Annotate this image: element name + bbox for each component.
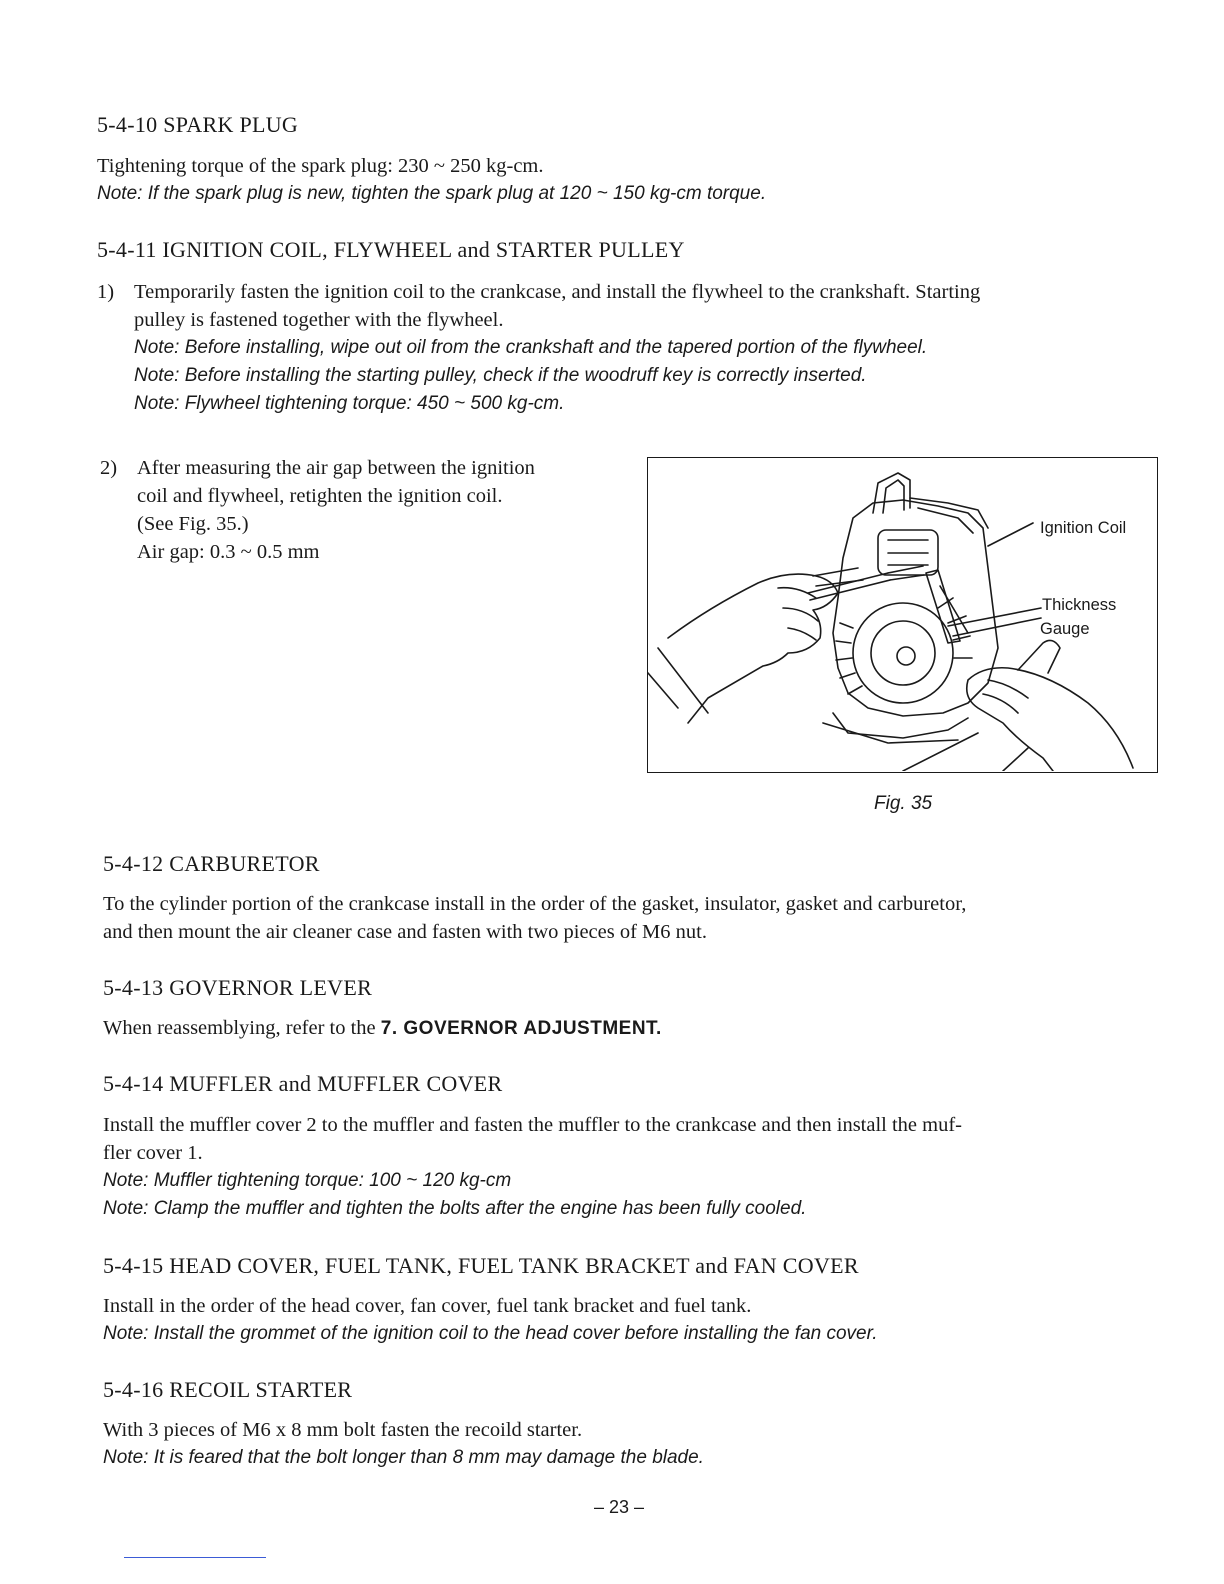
ignition-step-2-line-1: After measuring the air gap between the ignition	[137, 457, 535, 479]
head-cover-note: Note: Install the grommet of the ignition coil to the head cover before installing the fan cover.	[103, 1323, 878, 1344]
muffler-text	[103, 1111, 962, 1167]
muffler-note-torque: Note: Muffler tightening torque: 100 ~ 120 kg-cm	[103, 1170, 512, 1191]
callout-gauge: Gauge	[1040, 620, 1090, 638]
ignition-step-1-number: 1)	[97, 281, 115, 303]
muffler-note-clamp: Note: Clamp the muffler and tighten the bolts after the engine has been fully cooled.	[103, 1198, 807, 1219]
heading-governor-lever: 5-4-13 GOVERNOR LEVER	[103, 975, 373, 1000]
page-number: – 23 –	[594, 1497, 645, 1517]
governor-adjustment-reference: 7. GOVERNOR ADJUSTMENT.	[380, 1018, 662, 1039]
callout-thickness: Thickness	[1042, 596, 1117, 614]
ignition-note-flywheel-torque: Note: Flywheel tightening torque: 450 ~ 500 kg-cm.	[134, 393, 565, 414]
ignition-step-1-text	[134, 278, 980, 334]
ignition-step-2-line-4: Air gap: 0.3 ~ 0.5 mm	[137, 541, 320, 563]
ignition-step-1-line-1: Temporarily fasten the ignition coil to the crankcase, and install the flywheel to the crankshaft. Starting	[134, 281, 981, 303]
ignition-note-wipe-oil: Note: Before installing, wipe out oil from the crankshaft and the tapered portion of the flywheel.	[134, 337, 928, 358]
ignition-step-2-line-2: coil and flywheel, retighten the ignition coil.	[137, 485, 503, 507]
carburetor-text	[103, 890, 966, 946]
spark-plug-note: Note: If the spark plug is new, tighten the spark plug at 120 ~ 150 kg-cm torque.	[97, 183, 767, 204]
ignition-step-2-line-3: (See Fig. 35.)	[137, 513, 249, 535]
heading-head-cover: 5-4-15 HEAD COVER, FUEL TANK, FUEL TANK BRACKET and FAN COVER	[103, 1253, 859, 1278]
head-cover-text: Install in the order of the head cover, fan cover, fuel tank bracket and fuel tank.	[103, 1295, 752, 1317]
ignition-step-1-line-2: pulley is fastened together with the flywheel.	[134, 309, 504, 331]
heading-ignition-coil: 5-4-11 IGNITION COIL, FLYWHEEL and STARTER PULLEY	[97, 237, 685, 262]
callout-ignition-coil: Ignition Coil	[1040, 519, 1127, 537]
carburetor-line-1: To the cylinder portion of the crankcase install in the order of the gasket, insulator, gasket and carburetor,	[103, 893, 967, 915]
heading-carburetor: 5-4-12 CARBURETOR	[103, 851, 320, 876]
ignition-step-2-number: 2)	[100, 457, 118, 479]
muffler-line-1: Install the muffler cover 2 to the muffler and fasten the muffler to the crankcase and then install the muf-	[103, 1114, 962, 1136]
spark-plug-torque-text: Tightening torque of the spark plug: 230 ~ 250 kg-cm.	[97, 155, 544, 177]
heading-muffler: 5-4-14 MUFFLER and MUFFLER COVER	[103, 1071, 503, 1096]
figure-35-frame	[647, 457, 1158, 773]
figure-35-caption: Fig. 35	[874, 793, 933, 814]
carburetor-line-2: and then mount the air cleaner case and fasten with two pieces of M6 nut.	[103, 921, 707, 943]
heading-recoil-starter: 5-4-16 RECOIL STARTER	[103, 1377, 353, 1402]
muffler-line-2: fler cover 1.	[103, 1142, 203, 1164]
recoil-starter-text: With 3 pieces of M6 x 8 mm bolt fasten the recoild starter.	[103, 1419, 583, 1441]
governor-lever-text	[103, 1014, 662, 1043]
ignition-step-2-text	[137, 454, 535, 566]
footer-rule	[124, 1557, 266, 1558]
recoil-starter-note: Note: It is feared that the bolt longer than 8 mm may damage the blade.	[103, 1447, 704, 1468]
heading-spark-plug: 5-4-10 SPARK PLUG	[97, 112, 299, 137]
ignition-note-woodruff-key: Note: Before installing the starting pulley, check if the woodruff key is correctly inserted.	[134, 365, 867, 386]
governor-lever-prefix: When reassemblying, refer to the	[103, 1017, 381, 1039]
